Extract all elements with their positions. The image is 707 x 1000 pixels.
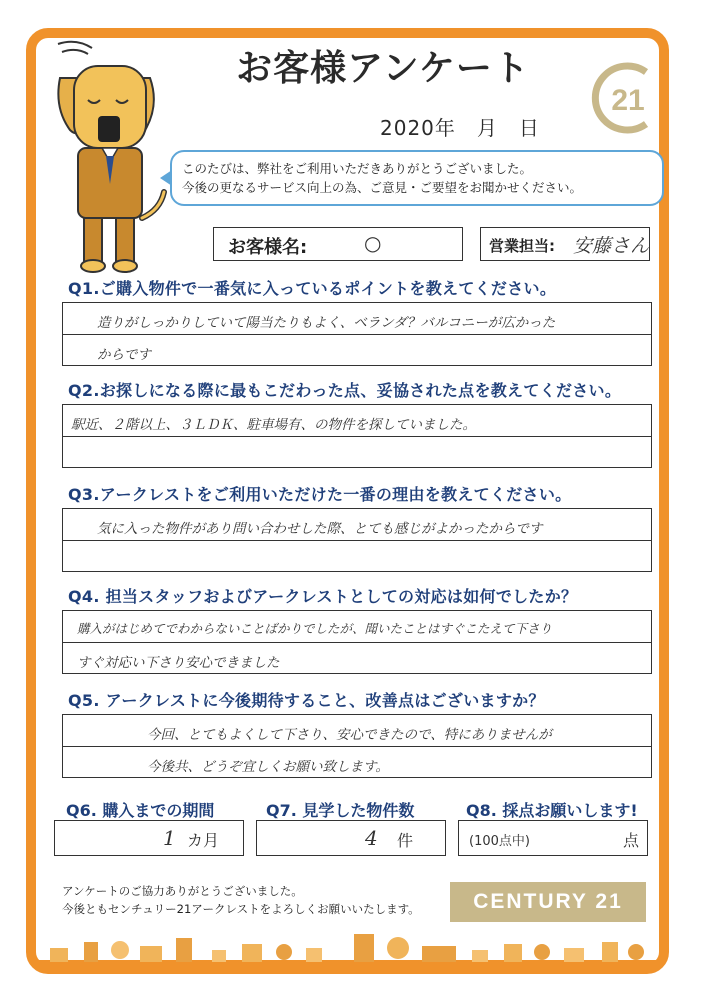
answer-1-line-2: からです	[97, 347, 151, 363]
answer-3-line-1: 気に入った物件があり問い合わせした際、とても感じがよかったからです	[97, 521, 543, 537]
answer-5-line-1: 今回、とてもよくして下さり、安心できたので、特にありませんが	[147, 727, 552, 743]
period-value: 1	[163, 826, 176, 850]
answer-divider	[63, 334, 651, 335]
customer-name-box[interactable]	[213, 227, 463, 261]
greeting-line-2: 今後の更なるサービス向上の為、ご意見・ご要望をお聞かせください。	[182, 180, 583, 195]
answer-5-line-2: 今後共、どうぞ宜しくお願い致します。	[147, 759, 389, 775]
footer-line-1: アンケートのご協力ありがとうございました。	[62, 884, 303, 898]
page-title: お客様アンケート	[236, 48, 530, 89]
staff-value: 安藤さん	[573, 235, 650, 257]
answer-1-line-1: 造りがしっかりしていて陽当たりもよく、ベランダ？バルコニーが広かった	[97, 315, 556, 331]
staff-label: 営業担当:	[489, 237, 555, 255]
answer-box-2[interactable]	[62, 404, 652, 468]
score-unit: 点	[623, 831, 640, 850]
answer-box-3[interactable]	[62, 508, 652, 572]
footer-thanks	[62, 882, 420, 918]
question-4: Q4. 担当スタッフおよびアークレストとしての対応は如何でしたか？	[68, 587, 578, 606]
question-6-label: Q6. 購入までの期間	[66, 801, 215, 820]
score-box[interactable]	[458, 820, 648, 856]
answer-4-line-1: 購入がはじめてでわからないことばかりでしたが、聞いたことはすぐこたえて下さり	[77, 621, 553, 636]
period-box[interactable]	[54, 820, 244, 856]
viewed-count-value: 4	[365, 826, 378, 850]
greeting-bubble	[170, 150, 664, 206]
townscape-illustration	[36, 932, 659, 970]
answer-divider	[63, 540, 651, 541]
score-prefix: (100点中)	[469, 834, 530, 849]
question-8-label: Q8. 採点お願いします!	[466, 801, 638, 820]
question-1: Q1.ご購入物件で一番気に入っているポイントを教えてください。	[68, 279, 557, 298]
period-unit: カ月	[187, 831, 220, 850]
survey-date: 2020年 月 日	[380, 116, 540, 140]
staff-box[interactable]	[480, 227, 650, 261]
century21-brand-banner: CENTURY 21	[450, 882, 646, 922]
logo-number: 21	[611, 84, 645, 117]
customer-name-value: ○	[364, 231, 382, 255]
question-5: Q5. アークレストに今後期待すること、改善点はございますか？	[68, 691, 545, 710]
answer-box-1[interactable]	[62, 302, 652, 366]
answer-box-4[interactable]	[62, 610, 652, 674]
question-3: Q3.アークレストをご利用いただけた一番の理由を教えてください。	[68, 485, 572, 504]
question-7-label: Q7. 見学した物件数	[266, 801, 415, 820]
answer-box-5[interactable]	[62, 714, 652, 778]
viewed-count-unit: 件	[397, 831, 414, 850]
answer-4-line-2: すぐ対応い下さり安心できました	[77, 655, 280, 671]
century21-seal-logo	[588, 60, 664, 136]
viewed-count-box[interactable]	[256, 820, 446, 856]
footer-line-2: 今後ともセンチュリー21アークレストをよろしくお願いいたします。	[62, 902, 420, 916]
answer-2-line-1: 駅近、２階以上、３ＬＤＫ、駐車場有、の物件を探していました。	[71, 417, 476, 433]
greeting-line-1: このたびは、弊社をご利用いただきありがとうございました。	[182, 161, 533, 176]
answer-divider	[63, 642, 651, 643]
answer-divider	[63, 436, 651, 437]
question-2: Q2.お探しになる際に最もこだわった点、妥協された点を教えてください。	[68, 381, 622, 400]
answer-divider	[63, 746, 651, 747]
mascot-dog-illustration	[40, 38, 170, 276]
customer-name-label: お客様名:	[228, 237, 308, 258]
